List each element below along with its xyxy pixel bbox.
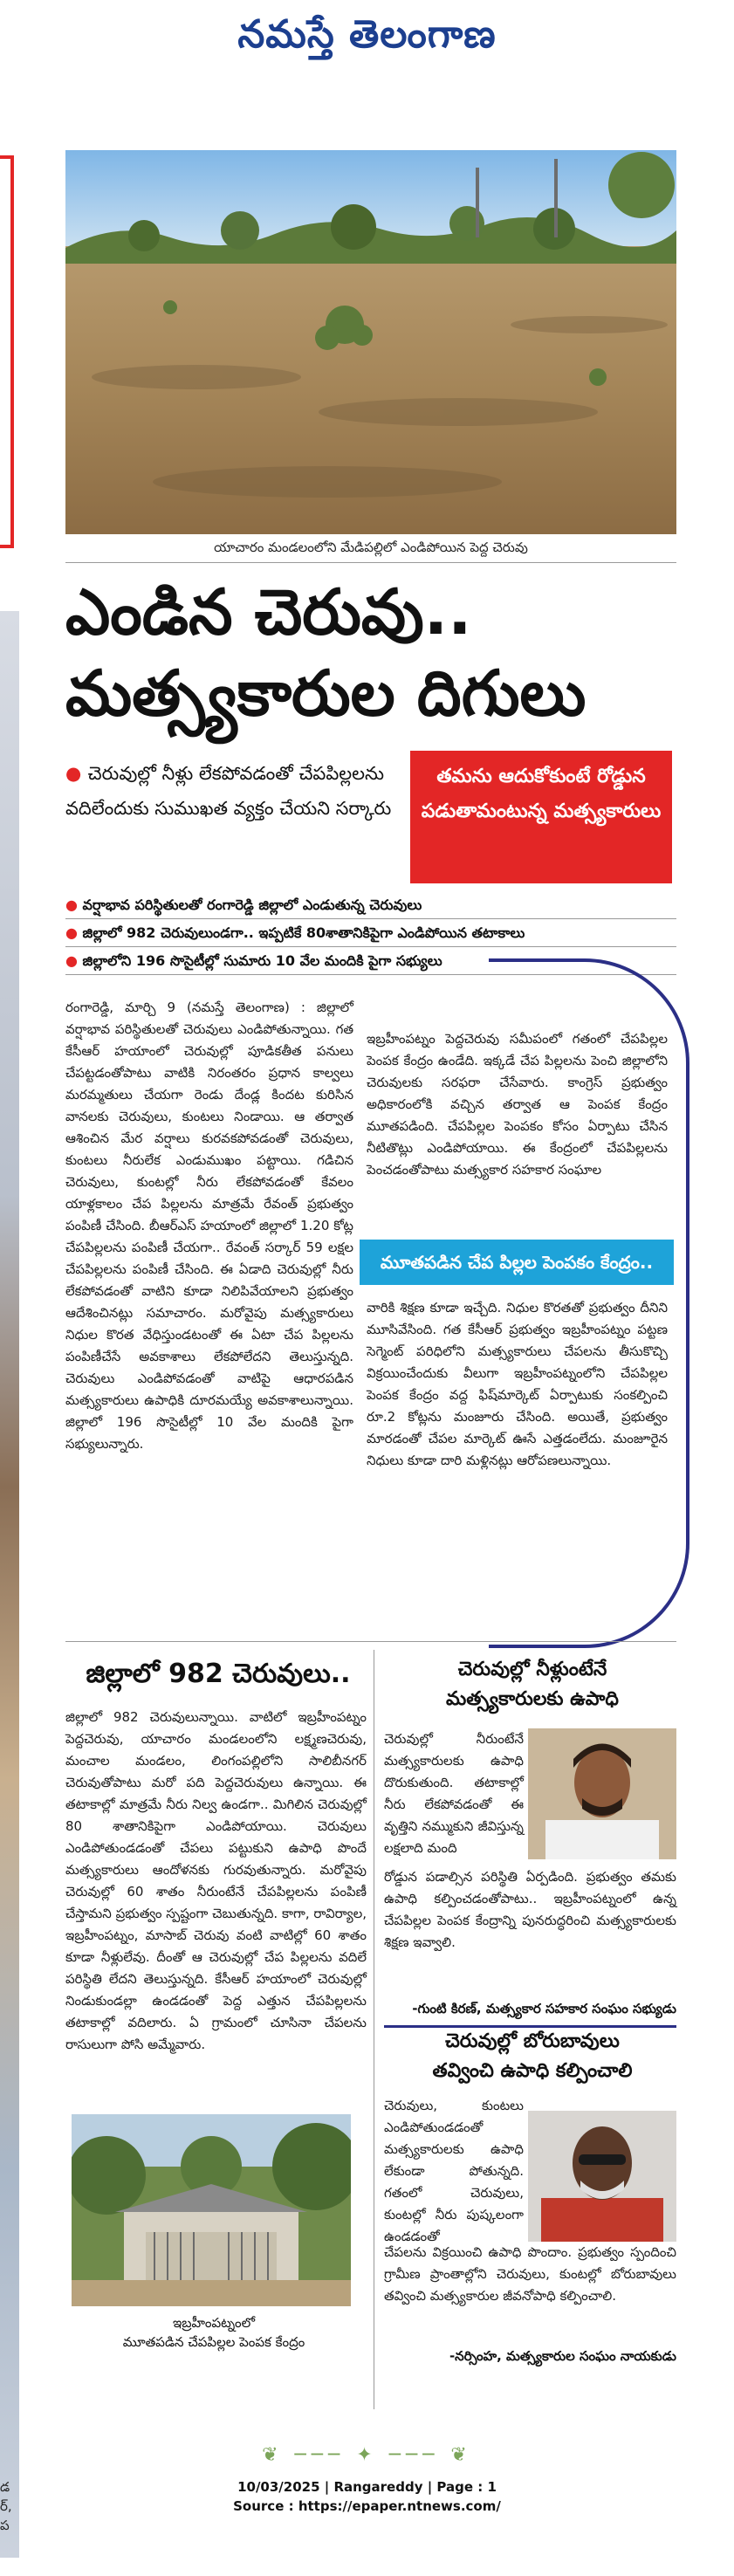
quote-box-title <box>384 2027 681 2086</box>
quote-attribution: -నర్సింహ, మత్స్యకారుల సంఘం నాయకుడు <box>449 2348 676 2364</box>
dry-lake-illustration <box>65 150 676 534</box>
footer-source-link[interactable]: Source : https://epaper.ntnews.com/ <box>233 2498 501 2514</box>
quote-title-line: మత్స్యకారులకు ఉపాధి <box>446 1688 619 1710</box>
key-point-text: జిల్లాలోని 196 సొసైటీల్లో సుమారు 10 వేల మందికి పైగా సభ్యులు <box>82 952 442 969</box>
sub-headline-text: చెరువుల్లో నీళ్లు లేకపోవడంతో చేపపిల్లలను వదిలేందుకు సుముఖత వ్యక్తం చేయని సర్కారు <box>65 763 392 819</box>
article-column-left: రంగారెడ్డి, మార్చి 9 (నమస్తే తెలంగాణ) : జిల్లాలో వర్షాభావ పరిస్థితులతో చెరువులు ఎండిపోతున్నాయి. గత కేసీఆర్ హయాంలో చెరువుల్లో పూడికతీత పనులు చేపట్టడంతోపాటు వాటికి నిరంతరం ప్రధాన కాల్వలు మరమ్మతులు చేయగా రెండు దేండ్ల కిందట కురిసిన వానలకు చెరువులు, కుంటలు నిండాయి. ఆ తర్వాత ఆశించిన మేర వర్షాలు కురవకపోవడంతో చెరువులు, కుంటలు నీరులేక ఎండుముఖం పట్టాయి. గడిచిన చెరువులు, కుంటల్లో నీరు లేకపోవడంతో కేవలం యాళ్లకాలం చేప పిల్లలను మాత్రమే రేవంత్ ప్రభుత్వం పంపిణీ చేసింది. బీఆర్ఎస్ హయాంలో జిల్లాలో 1.20 కోట్ల చేపపిల్లలను పంపిణీ చేయగా.. రేవంత్ సర్కార్ 59 లక్షల చేపపిల్లలను పంపిణీ చేసింది. ఈ ఏడాది చెరువుల్లో నీరు లేకపోవడంతో వాటిని కూడా నిలిపివేయాలని ప్రభుత్వం ఆదేశించినట్లు సమాచారం. మరోవైపు మత్స్యకారులు నిధుల కొరత వేధిస్తుండటంతో ఈ ఏటా చేప పిల్లలను పంపిణీచేసే అవకాశాలు లేకపోలేదని తెలుస్తున్నది. చెరువులు ఎండిపోవడంతో వాటిపై ఆధారపడిన మత్స్యకారులు ఉపాధికి దూరమయ్యే అవకాశాలున్నాయి. జిల్లాలో 196 సొసైటీల్లో 10 వేల మందికి పైగా సభ్యులున్నారు. <box>65 999 353 1452</box>
adjacent-page-strip <box>0 611 19 2558</box>
person-photo <box>528 2111 676 2242</box>
key-point: ● జిల్లాలోని 196 సొసైటీల్లో సుమారు 10 వేల మందికి పైగా సభ్యులు <box>65 948 676 975</box>
quote-body: చెరువుల్లో నీరుంటేనే మత్స్యకారులకు ఉపాధి దొరుకుతుంది. తటాకాల్లో నీరు లేకపోవడంతో ఈ వృత్తిని నమ్ముకుని జీవిస్తున్న లక్షలాది మంది <box>384 1731 524 1856</box>
headline-line-1: ఎండిన చెరువు.. <box>65 575 472 649</box>
photo-caption <box>70 2313 358 2352</box>
adjacent-text-fragment: డ <box>0 2479 10 2495</box>
quote-box-title <box>384 1655 681 1714</box>
footer-date-edition: 10/03/2025 | Rangareddy | Page : 1 <box>237 2479 497 2495</box>
key-point-text: జిల్లాలో 982 చెరువులుండగా.. ఇప్పటికే 80శాతానికిపైగా ఎండిపోయిన తటాకాలు <box>82 924 525 941</box>
adjacent-text-fragment: ర్, <box>0 2498 12 2514</box>
person-photo <box>528 1728 676 1859</box>
hatchery-photo <box>72 2114 351 2306</box>
section-body: జిల్లాలో 982 చెరువులున్నాయి. వాటిలో ఇబ్రహీంపట్నం పెద్దచెరువు, యాచారం మండలంలోని లక్ష్మణచెరువు, మంచాల మండలం, లింగంపల్లిలోని సాలిబీనగర్ చెరువుతోపాటు మరో పది పెద్దచెరువులు ఉన్నాయి. ఈ తటాకాల్లో మాత్రమే నీరు నిల్వ ఉండగా.. మిగిలిన చెరువుల్లో 80 శాతానికిపైగా ఎండిపోయాయి. చెరువులు ఎండిపోతుండడంతో చేపలు పట్టుకుని ఉపాధి పొందే మత్స్యకారులు ఆందోళనకు గురవుతున్నారు. మరోవైపు చెరువుల్లో 60 శాతం నీరుంటేనే చేపపిల్లలను పంపిణీ చేస్తామని ప్రభుత్వం స్పష్టంగా చెబుతున్నది. కాగా, రావిర్యాల, ఇబ్రహీంపట్నం, మాసాబ్ చెరువు వంటి వాటిల్లో 60 శాతం కూడా నీళ్లులేవు. దీంతో ఆ చెరువుల్లో చేప పిల్లలను వదిలే పరిస్థితి లేదని తెలుస్తున్నది. కేసీఆర్ హయాంలో చెరువుల్లో నిండుకుండల్లా ఉండడంతో పెద్ద ఎత్తున చేపపిల్లలను తటాకాల్లో వదిలారు. ఏ గ్రామంలో చూసినా చేపలను రాసులుగా పోసి అమ్మేవారు. <box>65 1709 367 2052</box>
newspaper-logo: నమస్తే తెలంగాణ <box>237 12 497 57</box>
quote-title-line: చెరువుల్లో బోరుబావులు <box>445 2030 620 2052</box>
photo-caption: యాచారం మండలంలోని మేడిపల్లిలో ఎండిపోయిన పెద్ద చెరువు <box>214 539 528 555</box>
headline-line-2: మత్స్యకారుల దిగులు <box>65 656 587 730</box>
adjacent-text-fragment: ప <box>0 2518 10 2533</box>
quote-title-line: తవ్వించి ఉపాధి కల్పించాలి <box>432 2060 633 2082</box>
photo-caption-line: ఇబ్రహీంపట్నంలో <box>172 2315 256 2331</box>
quote-title-line: చెరువుల్లో నీళ్లుంటేనే <box>457 1659 607 1680</box>
page-footer <box>0 2477 734 2516</box>
masthead <box>0 0 734 70</box>
dry-lake-photo <box>65 150 676 534</box>
key-point: ● వర్షాభావ పరిస్థితులతో రంగారెడ్డి జిల్లాలో ఎండుతున్న చెరువులు <box>65 892 676 919</box>
quote-body: చేపలను విక్రయించి ఉపాధి పొందాం. ప్రభుత్వం స్పందించి గ్రామీణ ప్రాంతాల్లోని చెరువులు, కుంటల్లో బోరుబావులు తవ్వించి మత్స్యకారుల జీవనోపాధి కల్పించాలి. <box>384 2244 676 2304</box>
article-column-right: ఇబ్రహీంపట్నం పెద్దచెరువు సమీపంలో గతంలో చేపపిల్లల పెంపక కేంద్రం ఉండేది. ఇక్కడే చేప పిల్లలను పెంచి జిల్లాలోని చెరువులకు సరఫరా చేసేవారు. కాంగ్రెస్ ప్రభుత్వం అధికారంలోకి వచ్చిన తర్వాత ఆ పెంపక కేంద్రం మూతపడింది. చేపపిల్లల పెంపకం కోసం ఏర్పాటు చేసిన నీటితొట్లు ఎండిపోయాయి. ఈ కేంద్రంలో చేపపిల్లలను పెంచడంతోపాటు మత్స్యకార సహకార సంఘాల <box>367 1031 668 1178</box>
section-title: జిల్లాలో 982 చెరువులు.. <box>86 1659 351 1689</box>
sub-headline <box>65 756 397 826</box>
divider <box>65 1641 676 1642</box>
subheading-box-blue: మూతపడిన చేప పిల్లల పెంపకం కేంద్రం.. <box>360 1240 674 1285</box>
footer-ornament: ❦ ─── ✦ ─── ❦ <box>262 2444 472 2466</box>
photo-caption-line: మూతపడిన చేపపిల్లల పెంపక కేంద్రం <box>122 2334 305 2350</box>
portrait-illustration <box>528 2111 676 2242</box>
divider <box>65 562 676 563</box>
closed-hatchery-illustration <box>72 2114 351 2306</box>
quote-body: చెరువులు, కుంటలు ఎండిపోతుండడంతో మత్స్యకారులకు ఉపాధి లేకుండా పోతున్నది. గతంలో చెరువులు, కుంటల్లో నీరు పుష్కలంగా ఉండడంతో <box>384 2098 524 2244</box>
quote-attribution: -గుంటి కిరణ్, మత్స్యకార సహకార సంఘం సభ్యుడు <box>384 2001 676 2028</box>
article-column-right-continued: వారికి శిక్షణ కూడా ఇచ్చేది. నిధుల కొరతతో ప్రభుత్వం దీనిని మూసివేసింది. గత కేసీఆర్ ప్రభుత్వం ఇబ్రహీంపట్నం పట్టణ సెగ్మెంట్ పరిధిలోని మత్స్యకారులు చేపలను తీసుకొచ్చి విక్రయించేందుకు వీలుగా ఇబ్రహీంపట్నంలోని చేపపిల్లల పెంపక కేంద్రం వద్ద ఫిష్‌మార్కెట్ ఏర్పాటుకు సంకల్పించి రూ.2 కోట్లను మంజూరు చేసింది. అయితే, ప్రభుత్వం మారడంతో చేపల మార్కెట్ ఊసే ఎత్తడంలేదు. మంజూరైన నిధులు కూడా దారి మళ్లినట్లు ఆరోపణలున్నాయి. <box>367 1300 668 1468</box>
key-point-text: వర్షాభావ పరిస్థితులతో రంగారెడ్డి జిల్లాలో ఎండుతున్న చెరువులు <box>82 896 422 913</box>
portrait-illustration <box>528 1728 676 1859</box>
key-point: ● జిల్లాలో 982 చెరువులుండగా.. ఇప్పటికే 80శాతానికిపైగా ఎండిపోయిన తటాకాలు <box>65 920 676 947</box>
highlight-box-red: తమను ఆదుకోకుంటే రోడ్డున పడుతామంటున్న మత్స్యకారులు <box>410 751 672 883</box>
bullet: ● <box>65 763 88 784</box>
adjacent-article-border <box>0 155 14 548</box>
quote-body: రోడ్డున పడాల్సిన పరిస్థితి ఏర్పడింది. ప్రభుత్వం తమకు ఉపాధి కల్పించడంతోపాటు.. ఇబ్రహీంపట్నంలో ఉన్న చేపపిల్లల పెంపక కేంద్రాన్ని పునరుద్ధరించి మత్స్యకారులకు శిక్షణ ఇవ్వాలి. <box>384 1869 676 1950</box>
